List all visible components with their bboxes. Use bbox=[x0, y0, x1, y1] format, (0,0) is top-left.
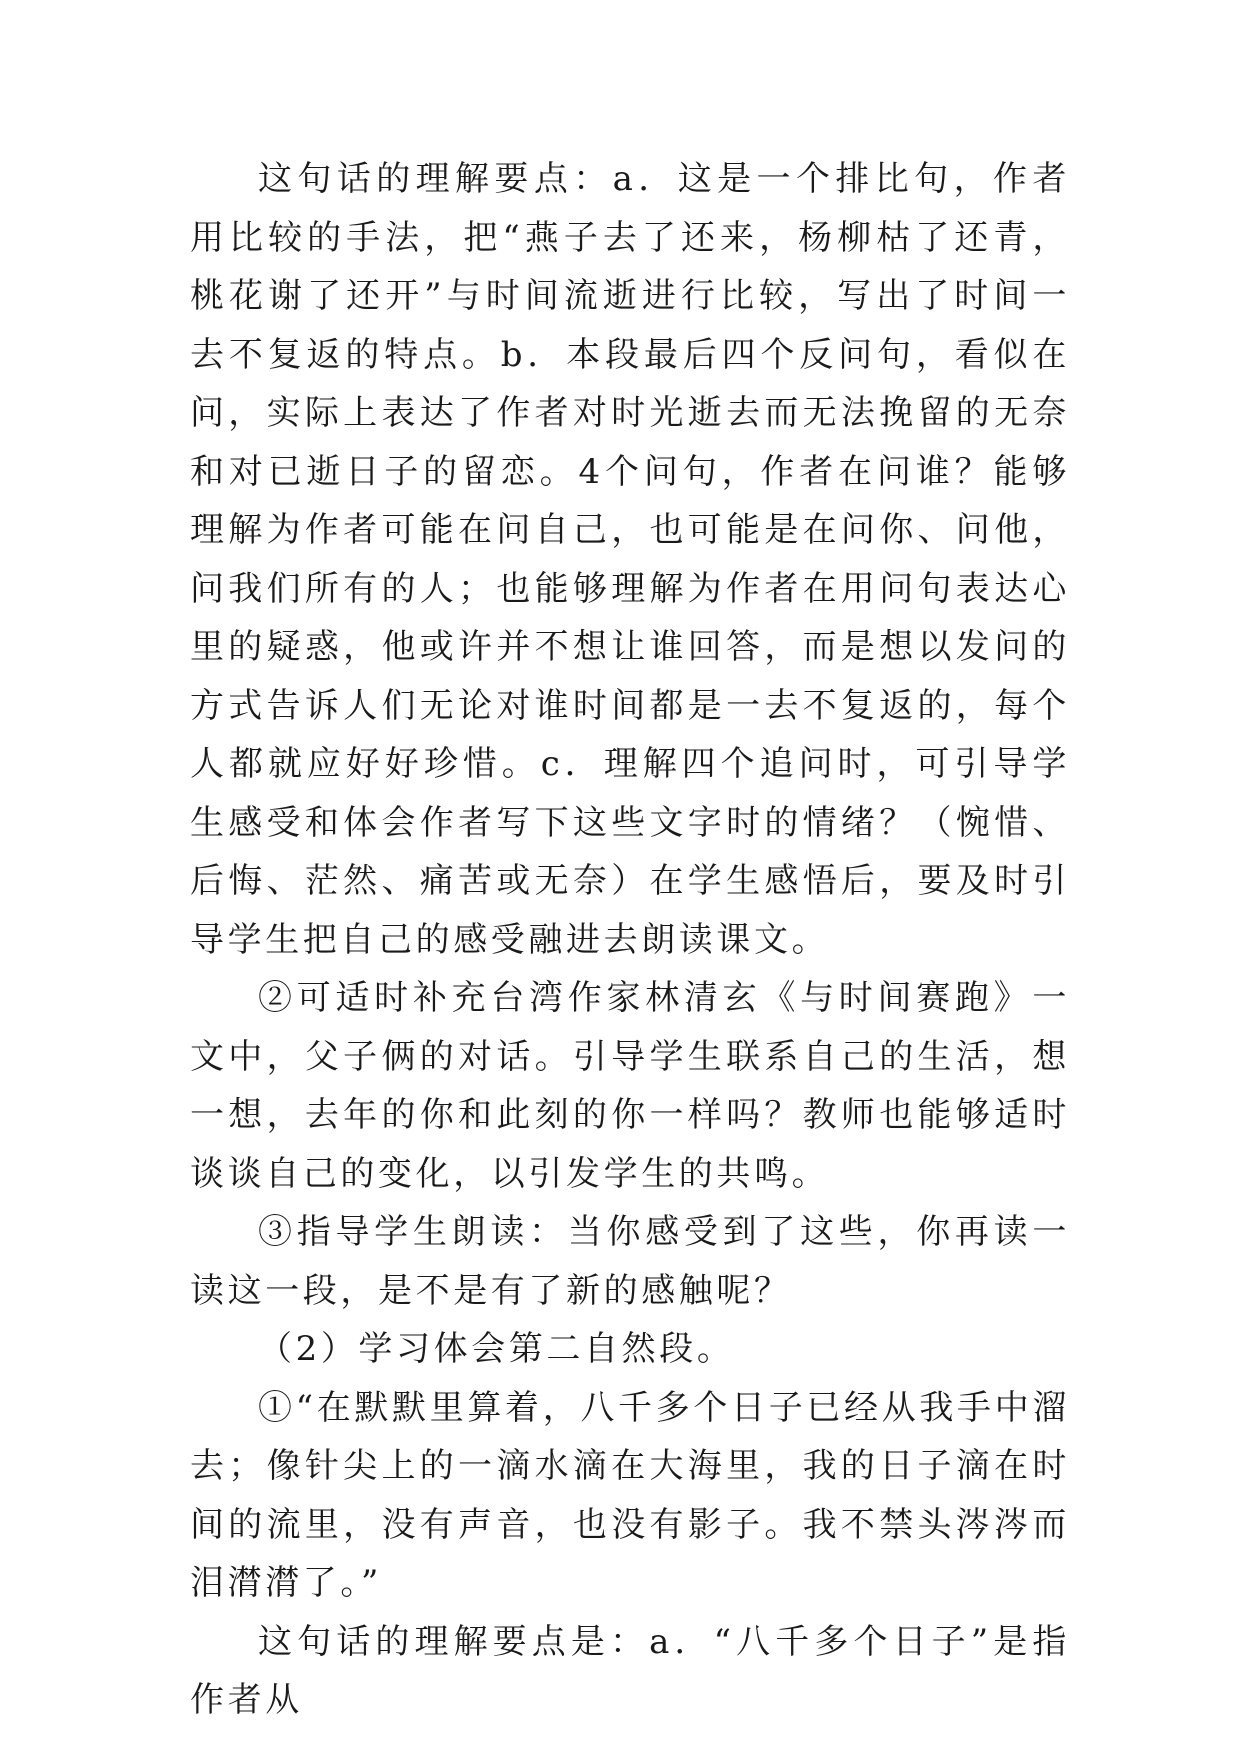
paragraph-understanding-points-1: 这句话的理解要点：a．这是一个排比句，作者用比较的手法，把“燕子去了还来，杨柳枯了还青，桃花谢了还开”与时间流逝进行比较，写出了时间一去不复返的特点。b．本段最后四个反问句，看似在问，实际上表达了作者对时光逝去而无法挽留的无奈和对已逝日子的留恋。4个问句，作者在问谁？能够理解为作者可能在问自己，也可能是在问你、问他，问我们所有的人；也能够理解为作者在用问句表达心里的疑惑，他或许并不想让谁回答，而是想以发问的方式告诉人们无论对谁时间都是一去不复返的，每个人都就应好好珍惜。c．理解四个追问时，可引导学生感受和体会作者写下这些文字时的情绪？（惋惜、后悔、茫然、痛苦或无奈）在学生感悟后，要及时引导学生把自己的感受融进去朗读课文。 bbox=[190, 159, 1070, 960]
paragraph-section-heading-2: （2）学习体会第二自然段。 bbox=[258, 1329, 735, 1369]
paragraph-supplement-lin-qingxuan: ②可适时补充台湾作家林清玄《与时间赛跑》一文中，父子俩的对话。引导学生联系自己的生活，想一想，去年的你和此刻的你一样吗？教师也能够适时谈谈自己的变化，以引发学生的共鸣。 bbox=[190, 978, 1070, 1194]
paragraph-quote-eight-thousand-days: ①“在默默里算着，八千多个日子已经从我手中溜去；像针尖上的一滴水滴在大海里，我的日子滴在时间的流里，没有声音，也没有影子。我不禁头涔涔而泪潸潸了。” bbox=[190, 1387, 1070, 1603]
paragraph-guided-reading: ③指导学生朗读：当你感受到了这些，你再读一读这一段，是不是有了新的感触呢？ bbox=[190, 1212, 1070, 1311]
paragraph-understanding-points-2: 这句话的理解要点是：a．“八千多个日子”是指作者从 bbox=[190, 1621, 1070, 1720]
document-body bbox=[190, 150, 1070, 1730]
